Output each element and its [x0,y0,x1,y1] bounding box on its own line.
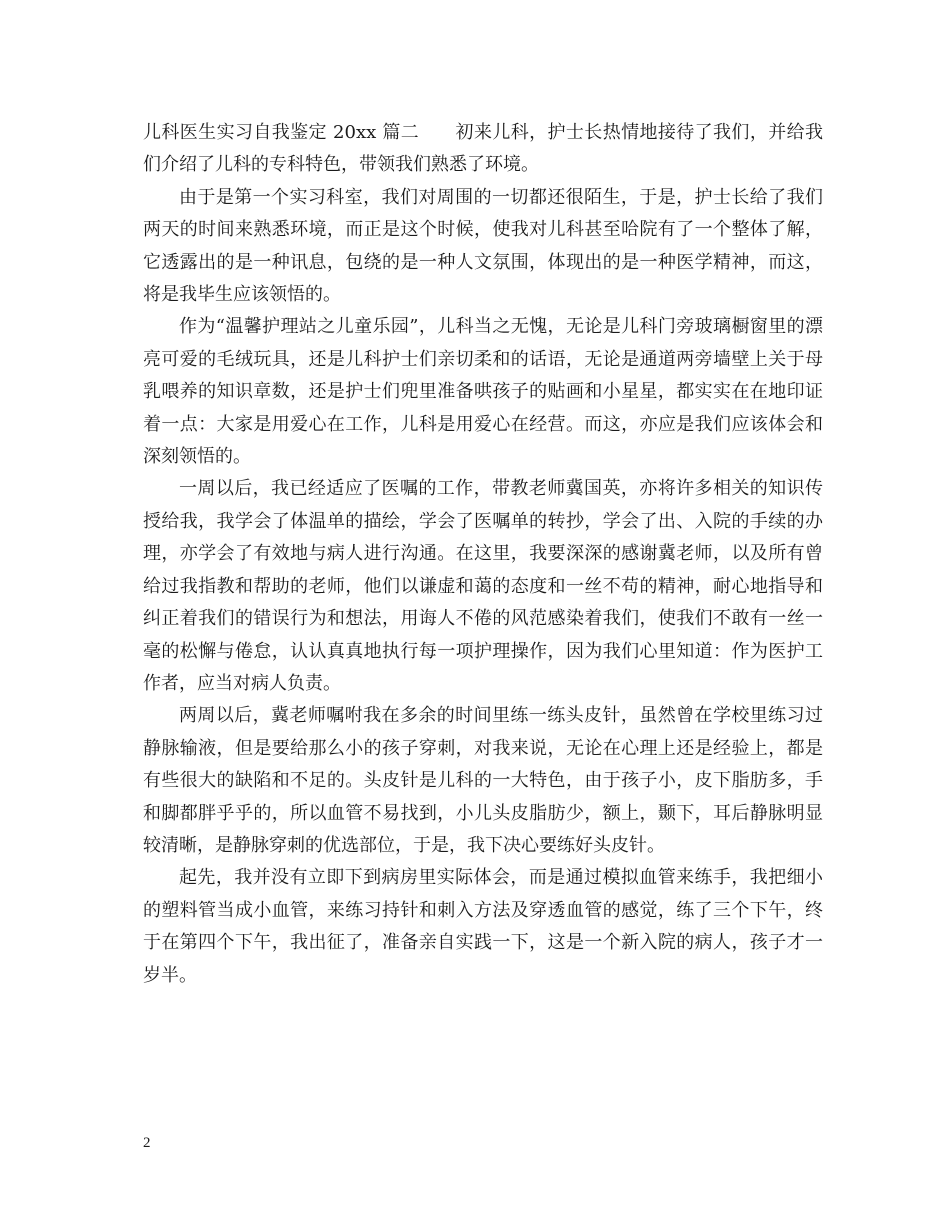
page-number: 2 [143,1135,151,1151]
intro-text: 初来儿科，护士长热情地接待了我们，并给我们介绍了儿科的专科特色，带领我们熟悉了环境。 [143,122,824,176]
body-paragraph: 由于是第一个实习科室，我们对周围的一切都还很陌生，于是，护士长给了我们两天的时间来熟悉环境，而正是这个时候，使我对儿科甚至哈院有了一个整体了解，它透露出的是一种讯息，包绕的是一种人文氛围，体现出的是一种医学精神，而这，将是我毕生应该领悟的。 [143,186,823,306]
body-paragraph: 起先，我并没有立即下到病房里实际体会，而是通过模拟血管来练手，我把细小的塑料管当成小血管，来练习持针和刺入方法及穿透血管的感觉，练了三个下午，终于在第四个下午，我出征了，准备亲自实践一下，这是一个新入院的病人，孩子才一岁半。 [143,867,823,986]
body-paragraph: 作为“温馨护理站之儿童乐园”，儿科当之无愧，无论是儿科门旁玻璃橱窗里的漂亮可爱的毛绒玩具，还是儿科护士们亲切柔和的话语，无论是通道两旁墙壁上关于母乳喂养的知识章数，还是护士们兜里准备哄孩子的贴画和小星星，都实实在在地印证着一点：大家是用爱心在工作，儿科是用爱心在经营。而这，亦应是我们应该体会和深刻领悟的。 [143,316,823,468]
heading-paragraph [143,117,823,182]
document-heading: 儿科医生实习自我鉴定 20xx 篇二 [143,122,420,143]
document-body [143,117,823,992]
body-paragraph: 一周以后，我已经适应了医嘱的工作，带教老师冀国英，亦将许多相关的知识传授给我，我学会了体温单的描绘，学会了医嘱单的转抄，学会了出、入院的手续的办理，亦学会了有效地与病人进行沟通。在这里，我要深深的感谢冀老师，以及所有曾给过我指教和帮助的老师，他们以谦虚和蔼的态度和一丝不苟的精神，耐心地指导和纠正着我们的错误行为和想法，用诲人不倦的风范感染着我们，使我们不敢有一丝一毫的松懈与倦怠，认认真真地执行每一项护理操作，因为我们心里知道：作为医护工作者，应当对病人负责。 [143,478,823,694]
body-paragraph: 两周以后，冀老师嘱咐我在多余的时间里练一练头皮针，虽然曾在学校里练习过静脉输液，但是要给那么小的孩子穿刺，对我来说，无论在心理上还是经验上，都是有些很大的缺陷和不足的。头皮针是儿科的一大特色，由于孩子小，皮下脂肪多，手和脚都胖乎乎的，所以血管不易找到，小儿头皮脂肪少，额上，颞下，耳后静脉明显较清晰，是静脉穿刺的优选部位，于是，我下决心要练好头皮针。 [143,705,823,856]
